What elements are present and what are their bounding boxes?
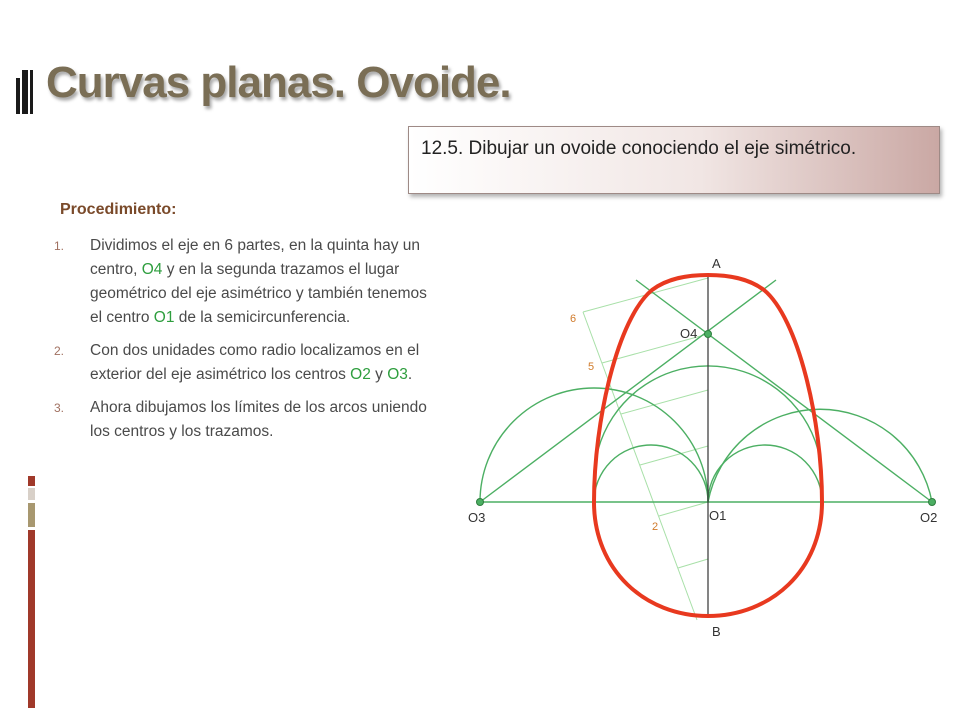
label-o2: O2	[920, 510, 938, 525]
step-text: Dividimos el eje en 6 partes, en la quinta hay un centro,	[90, 237, 421, 278]
left-rule-segment-1	[28, 476, 35, 486]
ovoid-diagram	[440, 240, 960, 660]
procedure-heading: Procedimiento:	[60, 201, 177, 218]
division-label-2: 2	[652, 521, 659, 533]
label-o3: O3	[468, 510, 486, 525]
division-label-6: 6	[570, 313, 577, 325]
step-text: Ahora dibujamos los límites de los arcos uniendo los centros y los trazamos.	[90, 399, 427, 440]
step-number: 3.	[54, 401, 65, 415]
step-highlight-o3: O3	[387, 366, 408, 383]
procedure-step-3	[52, 396, 432, 444]
step-number: 2.	[54, 344, 65, 358]
step-highlight-o1: O1	[153, 309, 175, 326]
division-tick	[659, 502, 708, 516]
point-o3	[477, 499, 484, 506]
step-highlight-o2: O2	[350, 366, 371, 383]
callout-text: 12.5. Dibujar un ovoide conociendo el eje simétrico.	[421, 138, 857, 159]
title-tick-1	[16, 78, 20, 114]
left-rule-segment-4	[28, 530, 35, 708]
point-o2	[929, 499, 936, 506]
step-text: .	[407, 366, 413, 383]
title-tick-3	[30, 70, 33, 114]
arc-center-right	[708, 445, 822, 502]
title-tick-2	[22, 70, 28, 114]
left-rule-segment-3	[28, 503, 35, 527]
step-number: 1.	[54, 239, 65, 253]
procedure-step-2	[52, 339, 432, 387]
division-line	[583, 312, 697, 620]
procedure-step-1	[52, 234, 432, 330]
arc-center-left	[594, 445, 708, 502]
label-o4: O4	[680, 326, 698, 341]
division-tick	[678, 559, 708, 568]
diagonal-o3-o4	[480, 280, 776, 502]
procedure-steps	[52, 234, 432, 444]
step-highlight-o4: O4	[141, 261, 163, 278]
point-o4	[705, 331, 712, 338]
label-o1: O1	[709, 508, 727, 523]
callout-box	[408, 126, 940, 194]
procedure-section	[52, 198, 432, 453]
step-text: de la semicircunferencia.	[174, 309, 351, 326]
label-a: A	[712, 256, 721, 271]
page-title: Curvas planas. Ovoide.	[46, 58, 511, 107]
division-label-5: 5	[588, 361, 595, 373]
step-text: y en la segunda trazamos el lugar geométrico del eje asimétrico y también tenemos el centro	[90, 261, 427, 326]
label-b: B	[712, 624, 721, 639]
left-rule-segment-2	[28, 488, 35, 500]
step-text: Con dos unidades como radio localizamos en el exterior del eje asimétrico los centros	[90, 342, 420, 383]
step-text: y	[370, 366, 388, 383]
